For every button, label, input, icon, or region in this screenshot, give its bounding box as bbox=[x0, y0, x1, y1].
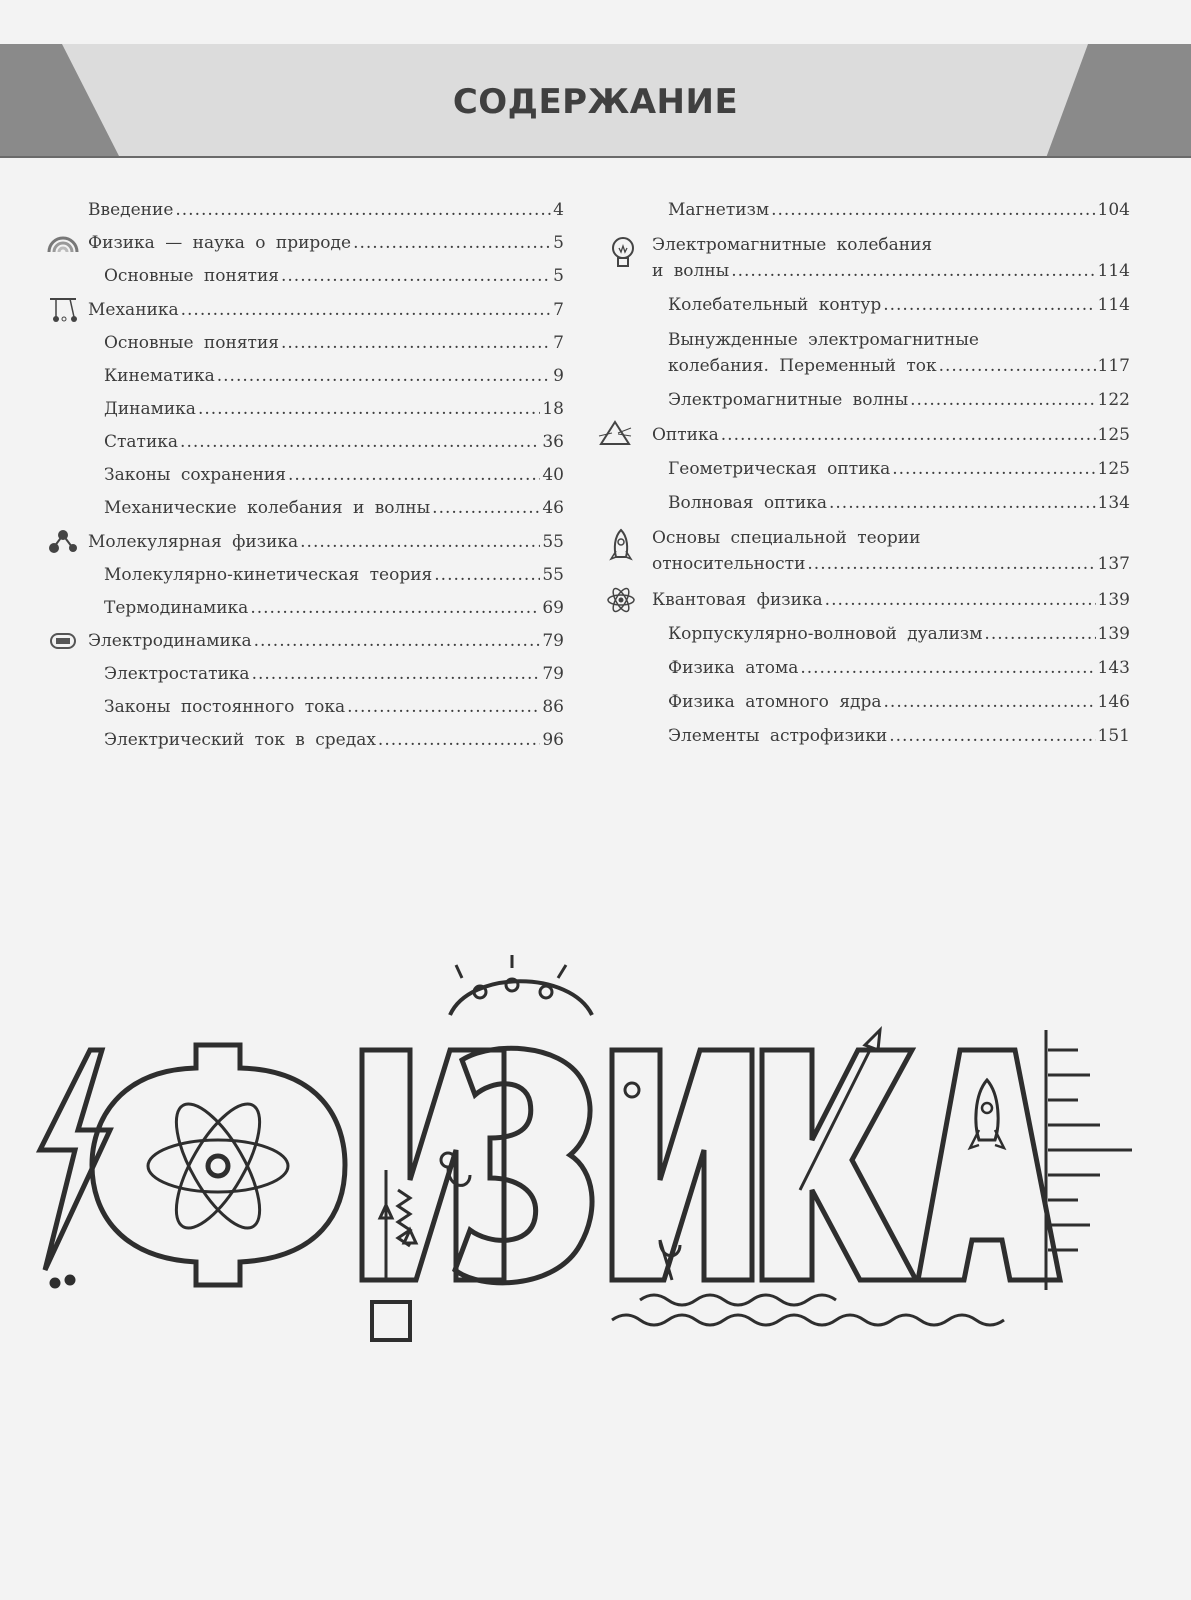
physics-logo bbox=[0, 950, 1191, 1550]
toc-section[interactable]: Молекулярная физика ..... 55 bbox=[88, 529, 564, 555]
toc-entry[interactable]: Кинематика ..... 9 bbox=[88, 363, 564, 389]
toc-entry[interactable]: Термодинамика ..... 69 bbox=[88, 595, 564, 621]
toc-section[interactable]: Электродинамика ..... 79 bbox=[88, 628, 564, 654]
toc-entry[interactable]: Физика атомного ядра ..... 146 bbox=[652, 689, 1130, 715]
prism-icon bbox=[598, 418, 632, 448]
letter-i-first bbox=[362, 1050, 504, 1340]
letter-z bbox=[441, 1048, 592, 1282]
toc-entry[interactable]: Основные понятия ..... 7 bbox=[88, 330, 564, 356]
letter-f bbox=[92, 1045, 345, 1285]
toc-section[interactable]: Оптика ..... 125 bbox=[652, 422, 1130, 448]
letter-a bbox=[918, 1050, 1060, 1280]
toc-section[interactable]: Физика — наука о природе ..... 5 bbox=[88, 230, 564, 256]
toc-entry[interactable]: Колебательный контур ..... 114 bbox=[652, 292, 1130, 318]
toc-entry[interactable]: Волновая оптика ..... 134 bbox=[652, 490, 1130, 516]
toc-entry[interactable]: Законы сохранения ..... 40 bbox=[88, 462, 564, 488]
page-title: СОДЕРЖАНИЕ bbox=[452, 82, 739, 122]
toc-entry[interactable]: Статика ..... 36 bbox=[88, 429, 564, 455]
molecule-icon bbox=[46, 527, 80, 557]
toc-entry[interactable]: Введение ..... 4 bbox=[88, 197, 564, 223]
toc-section[interactable]: Механика ..... 7 bbox=[88, 297, 564, 323]
toc-entry[interactable]: Магнетизм ..... 104 bbox=[652, 197, 1130, 223]
toc-entry[interactable]: Основные понятия ..... 5 bbox=[88, 263, 564, 289]
atom-icon bbox=[604, 585, 638, 615]
rainbow-icon bbox=[46, 232, 80, 262]
toc-entry[interactable]: Механические колебания и волны ..... 46 bbox=[88, 495, 564, 521]
toc-entry[interactable]: Молекулярно-кинетическая теория ..... 55 bbox=[88, 562, 564, 588]
toc-entry[interactable]: Электромагнитные волны ..... 122 bbox=[652, 387, 1130, 413]
toc-section[interactable]: Квантовая физика ..... 139 bbox=[652, 587, 1130, 613]
toc-entry[interactable]: Электростатика ..... 79 bbox=[88, 661, 564, 687]
rocket-icon bbox=[604, 527, 638, 567]
letter-i-second bbox=[450, 955, 752, 1280]
toc-section[interactable]: Основы специальной теории относительности ..... 137 bbox=[652, 525, 1130, 577]
toc-entry[interactable]: Законы постоянного тока ..... 86 bbox=[88, 694, 564, 720]
lightning-icon bbox=[40, 1050, 110, 1286]
toc-section[interactable]: Электромагнитные колебания и волны ..... 114 bbox=[652, 232, 1130, 284]
wave-icon bbox=[612, 1295, 1004, 1325]
toc-entry[interactable]: Электрический ток в средах ..... 96 bbox=[88, 727, 564, 753]
toc-entry[interactable]: Вынужденные электромагнитные колебания. Переменный ток ..... 117 bbox=[652, 327, 1130, 379]
toc-entry[interactable]: Физика атома ..... 143 bbox=[652, 655, 1130, 681]
magnet-icon bbox=[46, 626, 80, 656]
toc-entry[interactable]: Геометрическая оптика ..... 125 bbox=[652, 456, 1130, 482]
letter-k bbox=[762, 1030, 916, 1280]
toc-entry[interactable]: Динамика ..... 18 bbox=[88, 396, 564, 422]
pendulum-icon bbox=[46, 295, 80, 325]
ruler-icon bbox=[1046, 1030, 1132, 1290]
header-banner bbox=[0, 44, 1191, 158]
lightbulb-icon bbox=[606, 233, 640, 273]
toc-entry[interactable]: Корпускулярно-волновой дуализм ..... 139 bbox=[652, 621, 1130, 647]
toc-entry[interactable]: Элементы астрофизики ..... 151 bbox=[652, 723, 1130, 749]
